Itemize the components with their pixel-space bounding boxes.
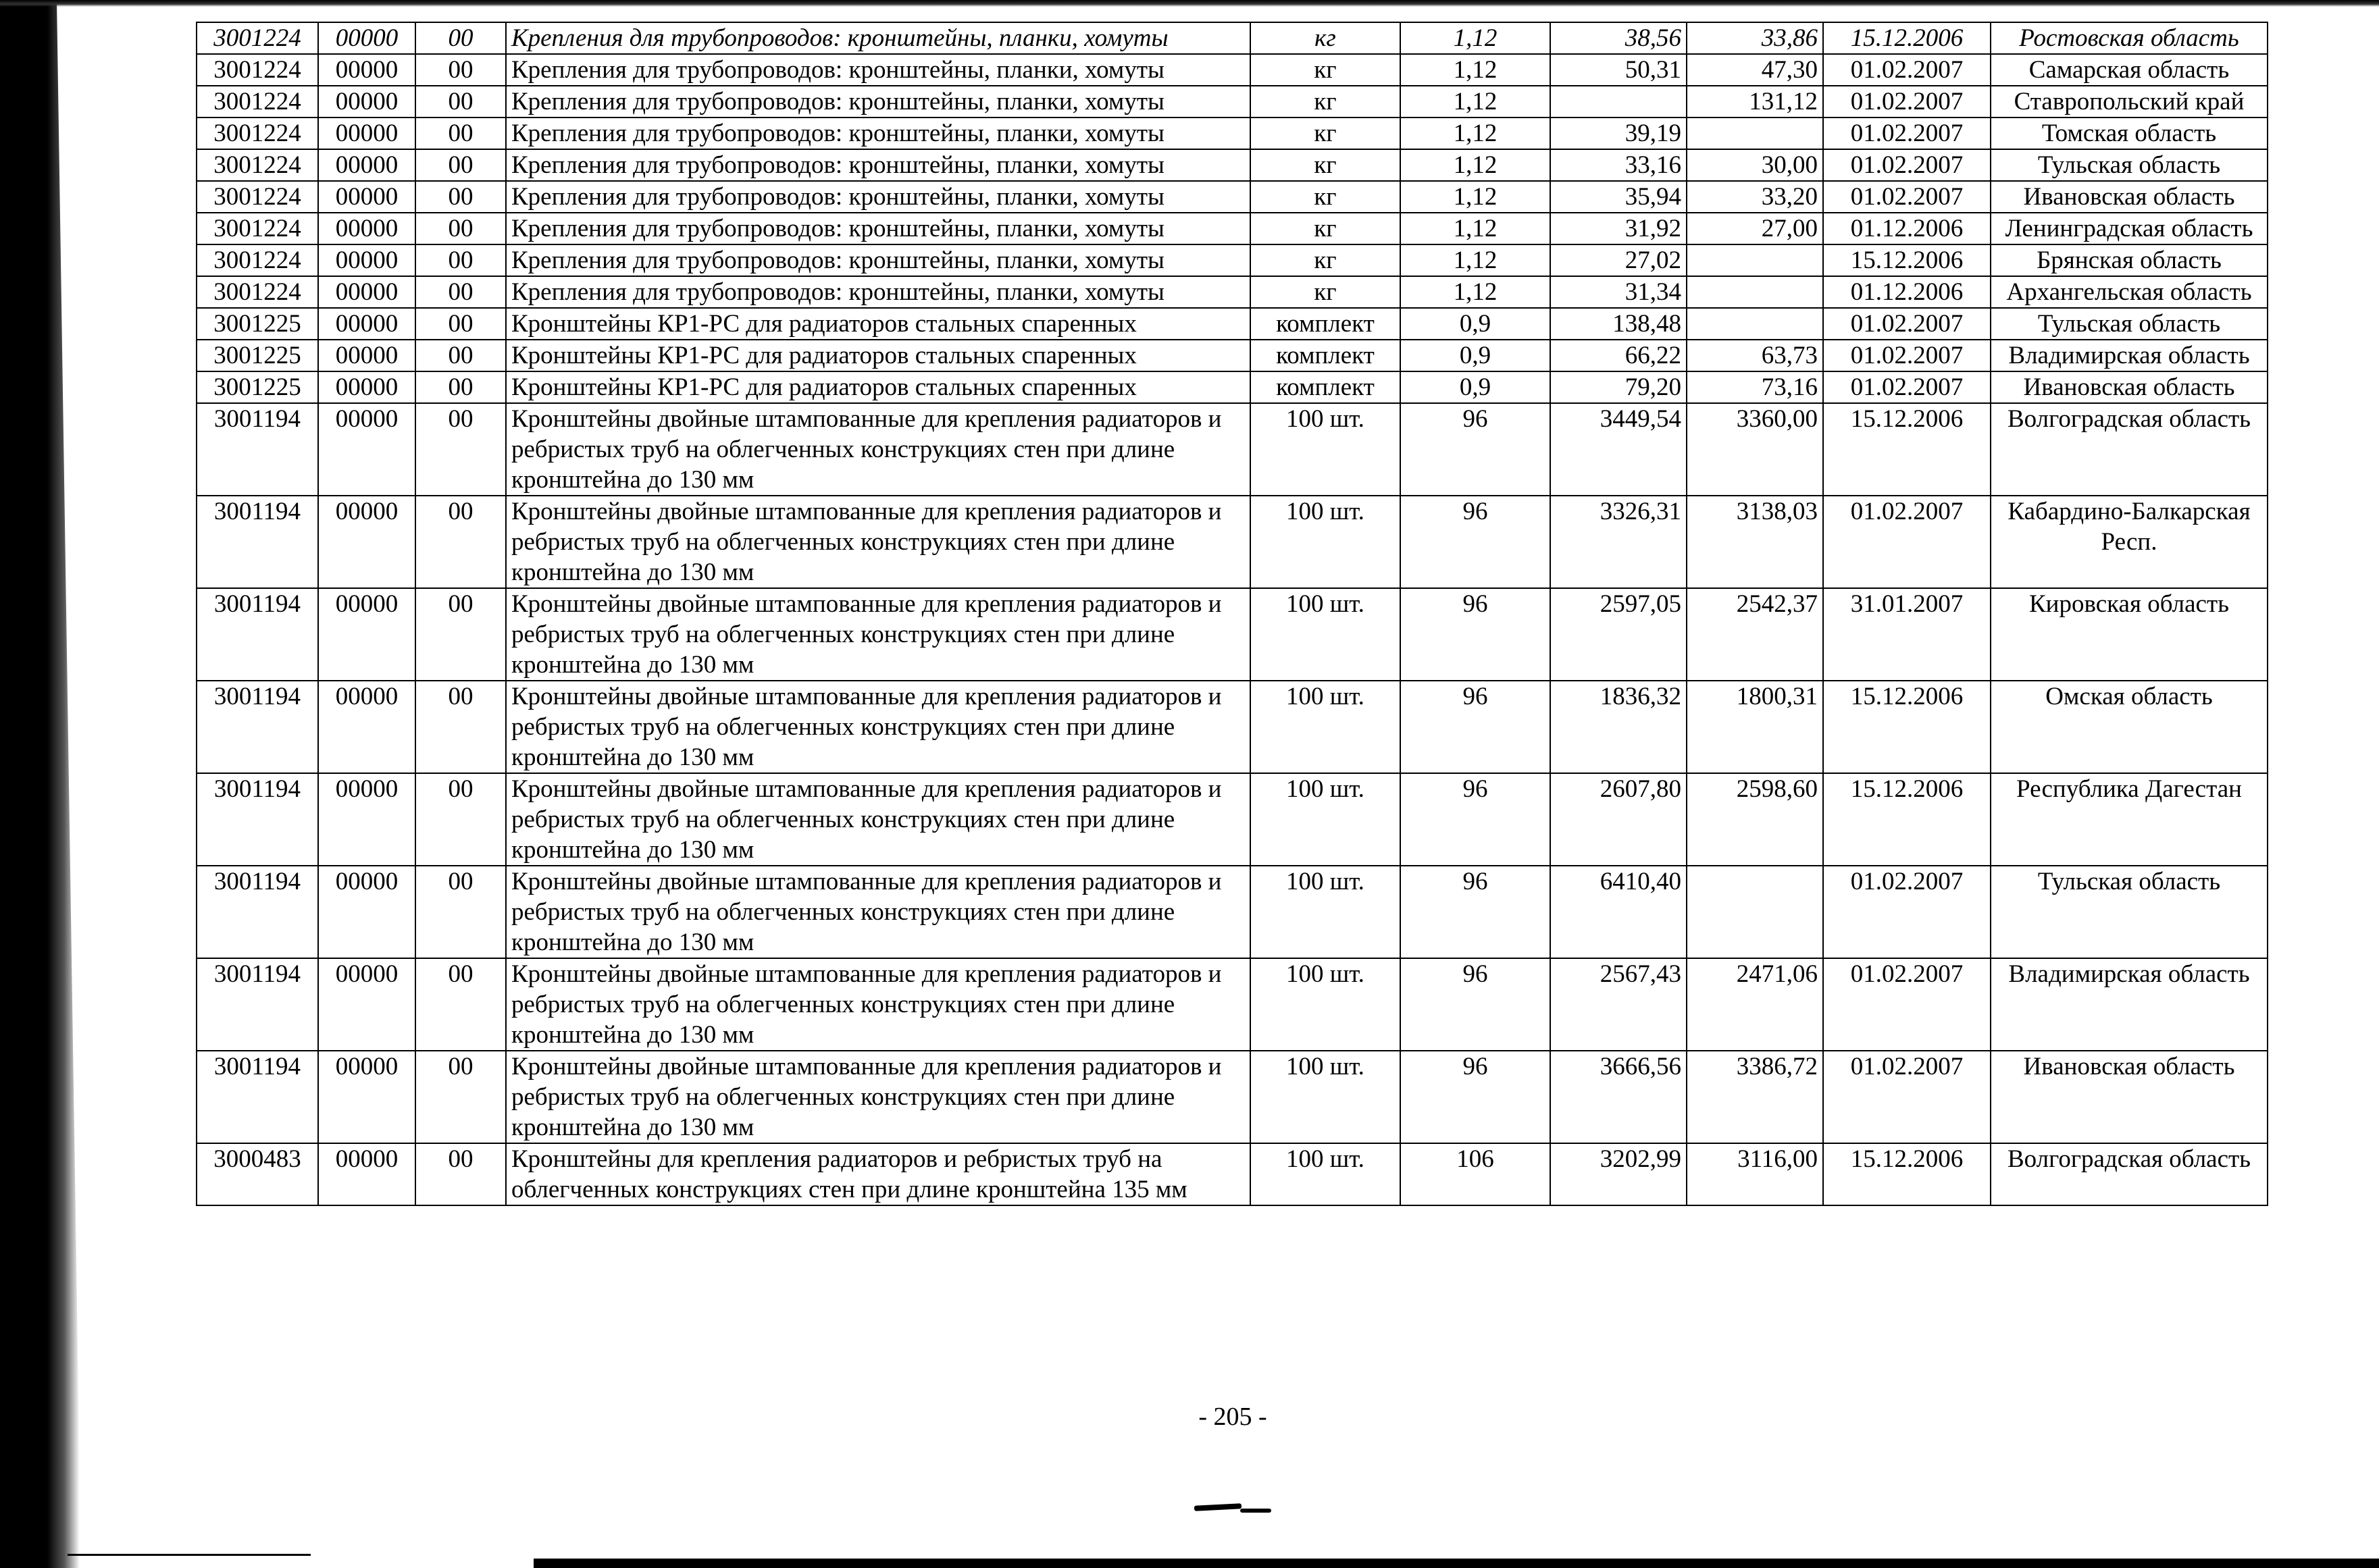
cell-code: 3001224 (197, 213, 318, 244)
scan-smudge (1194, 1503, 1242, 1511)
cell-name: Кронштейны для крепления радиаторов и ребристых труб на облегченных конструкциях стен при длине кронштейна 135 мм (506, 1143, 1250, 1205)
cell-price-2: 131,12 (1687, 86, 1823, 117)
cell-region: Самарская область (1991, 54, 2268, 86)
cell-price-2 (1687, 866, 1823, 958)
cell-name: Кронштейны КР1-РС для радиаторов стальных спаренных (506, 371, 1250, 403)
cell-date: 01.02.2007 (1823, 54, 1991, 86)
cell-name: Кронштейны двойные штампованные для крепления радиаторов и ребристых труб на облегченных конструкциях стен при длине кронштейна до 130 мм (506, 958, 1250, 1051)
cell-norm: 1,12 (1400, 276, 1550, 308)
cell-region: Кировская область (1991, 588, 2268, 681)
cell-subcode: 00000 (318, 773, 415, 866)
cell-price-1: 3449,54 (1550, 403, 1687, 496)
cell-region: Омская область (1991, 681, 2268, 773)
cell-subcode: 00000 (318, 22, 415, 54)
cell-norm: 0,9 (1400, 340, 1550, 371)
cell-subcode: 00000 (318, 308, 415, 340)
cell-date: 01.12.2006 (1823, 276, 1991, 308)
cell-subcode: 00000 (318, 681, 415, 773)
cell-code: 3001194 (197, 496, 318, 588)
cell-unit: кг (1250, 149, 1400, 181)
cell-date: 01.12.2006 (1823, 213, 1991, 244)
cell-date: 01.02.2007 (1823, 117, 1991, 149)
cell-norm: 1,12 (1400, 54, 1550, 86)
cell-norm: 0,9 (1400, 371, 1550, 403)
cell-name: Кронштейны КР1-РС для радиаторов стальных спаренных (506, 340, 1250, 371)
cell-unit: 100 шт. (1250, 958, 1400, 1051)
cell-region: Ивановская область (1991, 1051, 2268, 1143)
cell-region: Томская область (1991, 117, 2268, 149)
cell-number: 00 (415, 496, 506, 588)
cell-number: 00 (415, 1143, 506, 1205)
table-row (197, 22, 2268, 54)
cell-norm: 96 (1400, 773, 1550, 866)
cell-code: 3001224 (197, 22, 318, 54)
cell-region: Архангельская область (1991, 276, 2268, 308)
cell-date: 15.12.2006 (1823, 244, 1991, 276)
cell-code: 3001224 (197, 54, 318, 86)
cell-date: 15.12.2006 (1823, 1143, 1991, 1205)
cell-price-1: 2607,80 (1550, 773, 1687, 866)
table-row (197, 213, 2268, 244)
cell-name: Кронштейны двойные штампованные для крепления радиаторов и ребристых труб на облегченных конструкциях стен при длине кронштейна до 130 мм (506, 681, 1250, 773)
cell-region: Ленинградская область (1991, 213, 2268, 244)
cell-price-1: 3202,99 (1550, 1143, 1687, 1205)
page-number: - 205 - (1198, 1403, 1267, 1431)
cell-code: 3001194 (197, 681, 318, 773)
cell-code: 3001224 (197, 149, 318, 181)
cell-name: Кронштейны КР1-РС для радиаторов стальных спаренных (506, 308, 1250, 340)
scan-top-edge (0, 0, 2379, 7)
cell-price-1: 31,92 (1550, 213, 1687, 244)
cell-price-1: 2597,05 (1550, 588, 1687, 681)
table-row (197, 371, 2268, 403)
table-row (197, 276, 2268, 308)
cell-subcode: 00000 (318, 340, 415, 371)
cell-code: 3001225 (197, 340, 318, 371)
table-row (197, 340, 2268, 371)
scan-left-edge (0, 0, 81, 1568)
cell-code: 3001194 (197, 403, 318, 496)
cell-number: 00 (415, 117, 506, 149)
cell-norm: 96 (1400, 496, 1550, 588)
cell-unit: 100 шт. (1250, 496, 1400, 588)
scan-smudge (1240, 1509, 1271, 1513)
cell-number: 00 (415, 773, 506, 866)
cell-norm: 1,12 (1400, 117, 1550, 149)
table-row (197, 866, 2268, 958)
cell-number: 00 (415, 244, 506, 276)
cell-code: 3000483 (197, 1143, 318, 1205)
cell-name: Кронштейны двойные штампованные для крепления радиаторов и ребристых труб на облегченных конструкциях стен при длине кронштейна до 130 мм (506, 403, 1250, 496)
table-row (197, 86, 2268, 117)
cell-number: 00 (415, 1051, 506, 1143)
cell-number: 00 (415, 149, 506, 181)
cell-unit: кг (1250, 181, 1400, 213)
cell-code: 3001194 (197, 1051, 318, 1143)
cell-unit: кг (1250, 54, 1400, 86)
cell-price-2 (1687, 117, 1823, 149)
cell-code: 3001224 (197, 244, 318, 276)
cell-region: Ивановская область (1991, 371, 2268, 403)
cell-unit: комплект (1250, 371, 1400, 403)
cell-name: Крепления для трубопроводов: кронштейны, планки, хомуты (506, 213, 1250, 244)
table-row (197, 496, 2268, 588)
cell-region: Тульская область (1991, 308, 2268, 340)
table-row (197, 681, 2268, 773)
cell-unit: 100 шт. (1250, 866, 1400, 958)
cell-date: 15.12.2006 (1823, 403, 1991, 496)
cell-price-1: 31,34 (1550, 276, 1687, 308)
cell-name: Крепления для трубопроводов: кронштейны, планки, хомуты (506, 22, 1250, 54)
table-row (197, 54, 2268, 86)
cell-code: 3001225 (197, 308, 318, 340)
cell-norm: 96 (1400, 681, 1550, 773)
table-body (197, 22, 2268, 1205)
cell-subcode: 00000 (318, 181, 415, 213)
cell-name: Кронштейны двойные штампованные для крепления радиаторов и ребристых труб на облегченных конструкциях стен при длине кронштейна до 130 мм (506, 1051, 1250, 1143)
cell-name: Крепления для трубопроводов: кронштейны, планки, хомуты (506, 244, 1250, 276)
cell-price-2: 2542,37 (1687, 588, 1823, 681)
cell-subcode: 00000 (318, 244, 415, 276)
cell-code: 3001224 (197, 276, 318, 308)
cell-price-1: 33,16 (1550, 149, 1687, 181)
cell-name: Кронштейны двойные штампованные для крепления радиаторов и ребристых труб на облегченных конструкциях стен при длине кронштейна до 130 мм (506, 496, 1250, 588)
scan-bottom-line (68, 1554, 311, 1556)
cell-number: 00 (415, 588, 506, 681)
cell-name: Крепления для трубопроводов: кронштейны, планки, хомуты (506, 181, 1250, 213)
cell-price-1 (1550, 86, 1687, 117)
cell-price-1: 6410,40 (1550, 866, 1687, 958)
cell-number: 00 (415, 308, 506, 340)
cell-subcode: 00000 (318, 403, 415, 496)
cell-number: 00 (415, 276, 506, 308)
cell-subcode: 00000 (318, 276, 415, 308)
cell-code: 3001224 (197, 181, 318, 213)
cell-date: 01.02.2007 (1823, 958, 1991, 1051)
cell-date: 15.12.2006 (1823, 773, 1991, 866)
cell-unit: 100 шт. (1250, 1051, 1400, 1143)
cell-price-1: 50,31 (1550, 54, 1687, 86)
cell-unit: кг (1250, 86, 1400, 117)
cell-name: Крепления для трубопроводов: кронштейны, планки, хомуты (506, 117, 1250, 149)
cell-name: Кронштейны двойные штампованные для крепления радиаторов и ребристых труб на облегченных конструкциях стен при длине кронштейна до 130 мм (506, 588, 1250, 681)
table-row (197, 1051, 2268, 1143)
table-row (197, 403, 2268, 496)
cell-name: Крепления для трубопроводов: кронштейны, планки, хомуты (506, 86, 1250, 117)
cell-norm: 1,12 (1400, 181, 1550, 213)
table-row (197, 588, 2268, 681)
table-row (197, 181, 2268, 213)
cell-number: 00 (415, 866, 506, 958)
cell-code: 3001224 (197, 117, 318, 149)
cell-norm: 106 (1400, 1143, 1550, 1205)
cell-region: Ростовская область (1991, 22, 2268, 54)
price-table (196, 22, 2268, 1206)
cell-name: Кронштейны двойные штампованные для крепления радиаторов и ребристых труб на облегченных конструкциях стен при длине кронштейна до 130 мм (506, 866, 1250, 958)
cell-code: 3001194 (197, 588, 318, 681)
cell-subcode: 00000 (318, 588, 415, 681)
cell-date: 01.02.2007 (1823, 149, 1991, 181)
cell-date: 15.12.2006 (1823, 681, 1991, 773)
cell-unit: кг (1250, 22, 1400, 54)
cell-price-2: 3116,00 (1687, 1143, 1823, 1205)
cell-region: Ставропольский край (1991, 86, 2268, 117)
cell-price-1: 2567,43 (1550, 958, 1687, 1051)
cell-price-1: 27,02 (1550, 244, 1687, 276)
cell-subcode: 00000 (318, 371, 415, 403)
cell-price-2: 2598,60 (1687, 773, 1823, 866)
cell-price-2: 30,00 (1687, 149, 1823, 181)
cell-subcode: 00000 (318, 213, 415, 244)
cell-subcode: 00000 (318, 1143, 415, 1205)
cell-price-1: 38,56 (1550, 22, 1687, 54)
cell-price-1: 138,48 (1550, 308, 1687, 340)
cell-price-2 (1687, 308, 1823, 340)
cell-subcode: 00000 (318, 149, 415, 181)
cell-price-1: 3666,56 (1550, 1051, 1687, 1143)
cell-unit: кг (1250, 213, 1400, 244)
cell-price-2 (1687, 244, 1823, 276)
cell-norm: 0,9 (1400, 308, 1550, 340)
cell-number: 00 (415, 681, 506, 773)
cell-price-2: 3138,03 (1687, 496, 1823, 588)
table-row (197, 308, 2268, 340)
scan-bottom-edge (534, 1559, 2379, 1568)
cell-number: 00 (415, 86, 506, 117)
cell-number: 00 (415, 54, 506, 86)
cell-unit: 100 шт. (1250, 773, 1400, 866)
cell-subcode: 00000 (318, 54, 415, 86)
cell-date: 01.02.2007 (1823, 496, 1991, 588)
cell-unit: комплект (1250, 340, 1400, 371)
cell-price-2: 33,86 (1687, 22, 1823, 54)
cell-code: 3001194 (197, 958, 318, 1051)
cell-region: Ивановская область (1991, 181, 2268, 213)
cell-price-1: 39,19 (1550, 117, 1687, 149)
cell-norm: 1,12 (1400, 22, 1550, 54)
cell-price-1: 1836,32 (1550, 681, 1687, 773)
cell-price-2: 2471,06 (1687, 958, 1823, 1051)
cell-norm: 1,12 (1400, 244, 1550, 276)
cell-unit: 100 шт. (1250, 1143, 1400, 1205)
cell-date: 01.02.2007 (1823, 181, 1991, 213)
cell-name: Крепления для трубопроводов: кронштейны, планки, хомуты (506, 276, 1250, 308)
cell-region: Волгоградская область (1991, 403, 2268, 496)
cell-unit: 100 шт. (1250, 403, 1400, 496)
cell-norm: 96 (1400, 588, 1550, 681)
cell-region: Владимирская область (1991, 958, 2268, 1051)
cell-subcode: 00000 (318, 958, 415, 1051)
table-row (197, 958, 2268, 1051)
cell-region: Кабардино-Балкарская Респ. (1991, 496, 2268, 588)
cell-price-1: 79,20 (1550, 371, 1687, 403)
cell-price-2: 27,00 (1687, 213, 1823, 244)
table-row (197, 1143, 2268, 1205)
cell-region: Республика Дагестан (1991, 773, 2268, 866)
cell-date: 31.01.2007 (1823, 588, 1991, 681)
cell-norm: 1,12 (1400, 213, 1550, 244)
cell-number: 00 (415, 340, 506, 371)
cell-subcode: 00000 (318, 1051, 415, 1143)
cell-region: Брянская область (1991, 244, 2268, 276)
cell-subcode: 00000 (318, 86, 415, 117)
cell-unit: 100 шт. (1250, 681, 1400, 773)
cell-date: 15.12.2006 (1823, 22, 1991, 54)
cell-code: 3001194 (197, 773, 318, 866)
cell-price-2: 3360,00 (1687, 403, 1823, 496)
cell-norm: 96 (1400, 1051, 1550, 1143)
cell-unit: кг (1250, 276, 1400, 308)
cell-unit: 100 шт. (1250, 588, 1400, 681)
cell-norm: 1,12 (1400, 149, 1550, 181)
cell-subcode: 00000 (318, 117, 415, 149)
cell-price-2 (1687, 276, 1823, 308)
cell-date: 01.02.2007 (1823, 86, 1991, 117)
cell-name: Крепления для трубопроводов: кронштейны, планки, хомуты (506, 149, 1250, 181)
cell-price-2: 3386,72 (1687, 1051, 1823, 1143)
cell-unit: комплект (1250, 308, 1400, 340)
table-row (197, 773, 2268, 866)
cell-price-2: 1800,31 (1687, 681, 1823, 773)
cell-unit: кг (1250, 117, 1400, 149)
cell-date: 01.02.2007 (1823, 866, 1991, 958)
cell-subcode: 00000 (318, 866, 415, 958)
cell-number: 00 (415, 181, 506, 213)
cell-norm: 1,12 (1400, 86, 1550, 117)
cell-price-1: 3326,31 (1550, 496, 1687, 588)
cell-code: 3001225 (197, 371, 318, 403)
cell-number: 00 (415, 403, 506, 496)
cell-region: Волгоградская область (1991, 1143, 2268, 1205)
cell-number: 00 (415, 213, 506, 244)
cell-date: 01.02.2007 (1823, 1051, 1991, 1143)
cell-region: Владимирская область (1991, 340, 2268, 371)
cell-region: Тульская область (1991, 866, 2268, 958)
cell-price-2: 73,16 (1687, 371, 1823, 403)
table-row (197, 117, 2268, 149)
table-row (197, 244, 2268, 276)
cell-date: 01.02.2007 (1823, 371, 1991, 403)
cell-date: 01.02.2007 (1823, 340, 1991, 371)
cell-price-1: 66,22 (1550, 340, 1687, 371)
cell-price-2: 63,73 (1687, 340, 1823, 371)
cell-norm: 96 (1400, 958, 1550, 1051)
cell-name: Крепления для трубопроводов: кронштейны, планки, хомуты (506, 54, 1250, 86)
cell-number: 00 (415, 22, 506, 54)
cell-code: 3001224 (197, 86, 318, 117)
table-row (197, 149, 2268, 181)
cell-norm: 96 (1400, 866, 1550, 958)
cell-name: Кронштейны двойные штампованные для крепления радиаторов и ребристых труб на облегченных конструкциях стен при длине кронштейна до 130 мм (506, 773, 1250, 866)
cell-number: 00 (415, 371, 506, 403)
cell-date: 01.02.2007 (1823, 308, 1991, 340)
cell-number: 00 (415, 958, 506, 1051)
cell-price-1: 35,94 (1550, 181, 1687, 213)
cell-subcode: 00000 (318, 496, 415, 588)
cell-price-2: 33,20 (1687, 181, 1823, 213)
cell-price-2: 47,30 (1687, 54, 1823, 86)
cell-unit: кг (1250, 244, 1400, 276)
cell-region: Тульская область (1991, 149, 2268, 181)
cell-norm: 96 (1400, 403, 1550, 496)
cell-code: 3001194 (197, 866, 318, 958)
